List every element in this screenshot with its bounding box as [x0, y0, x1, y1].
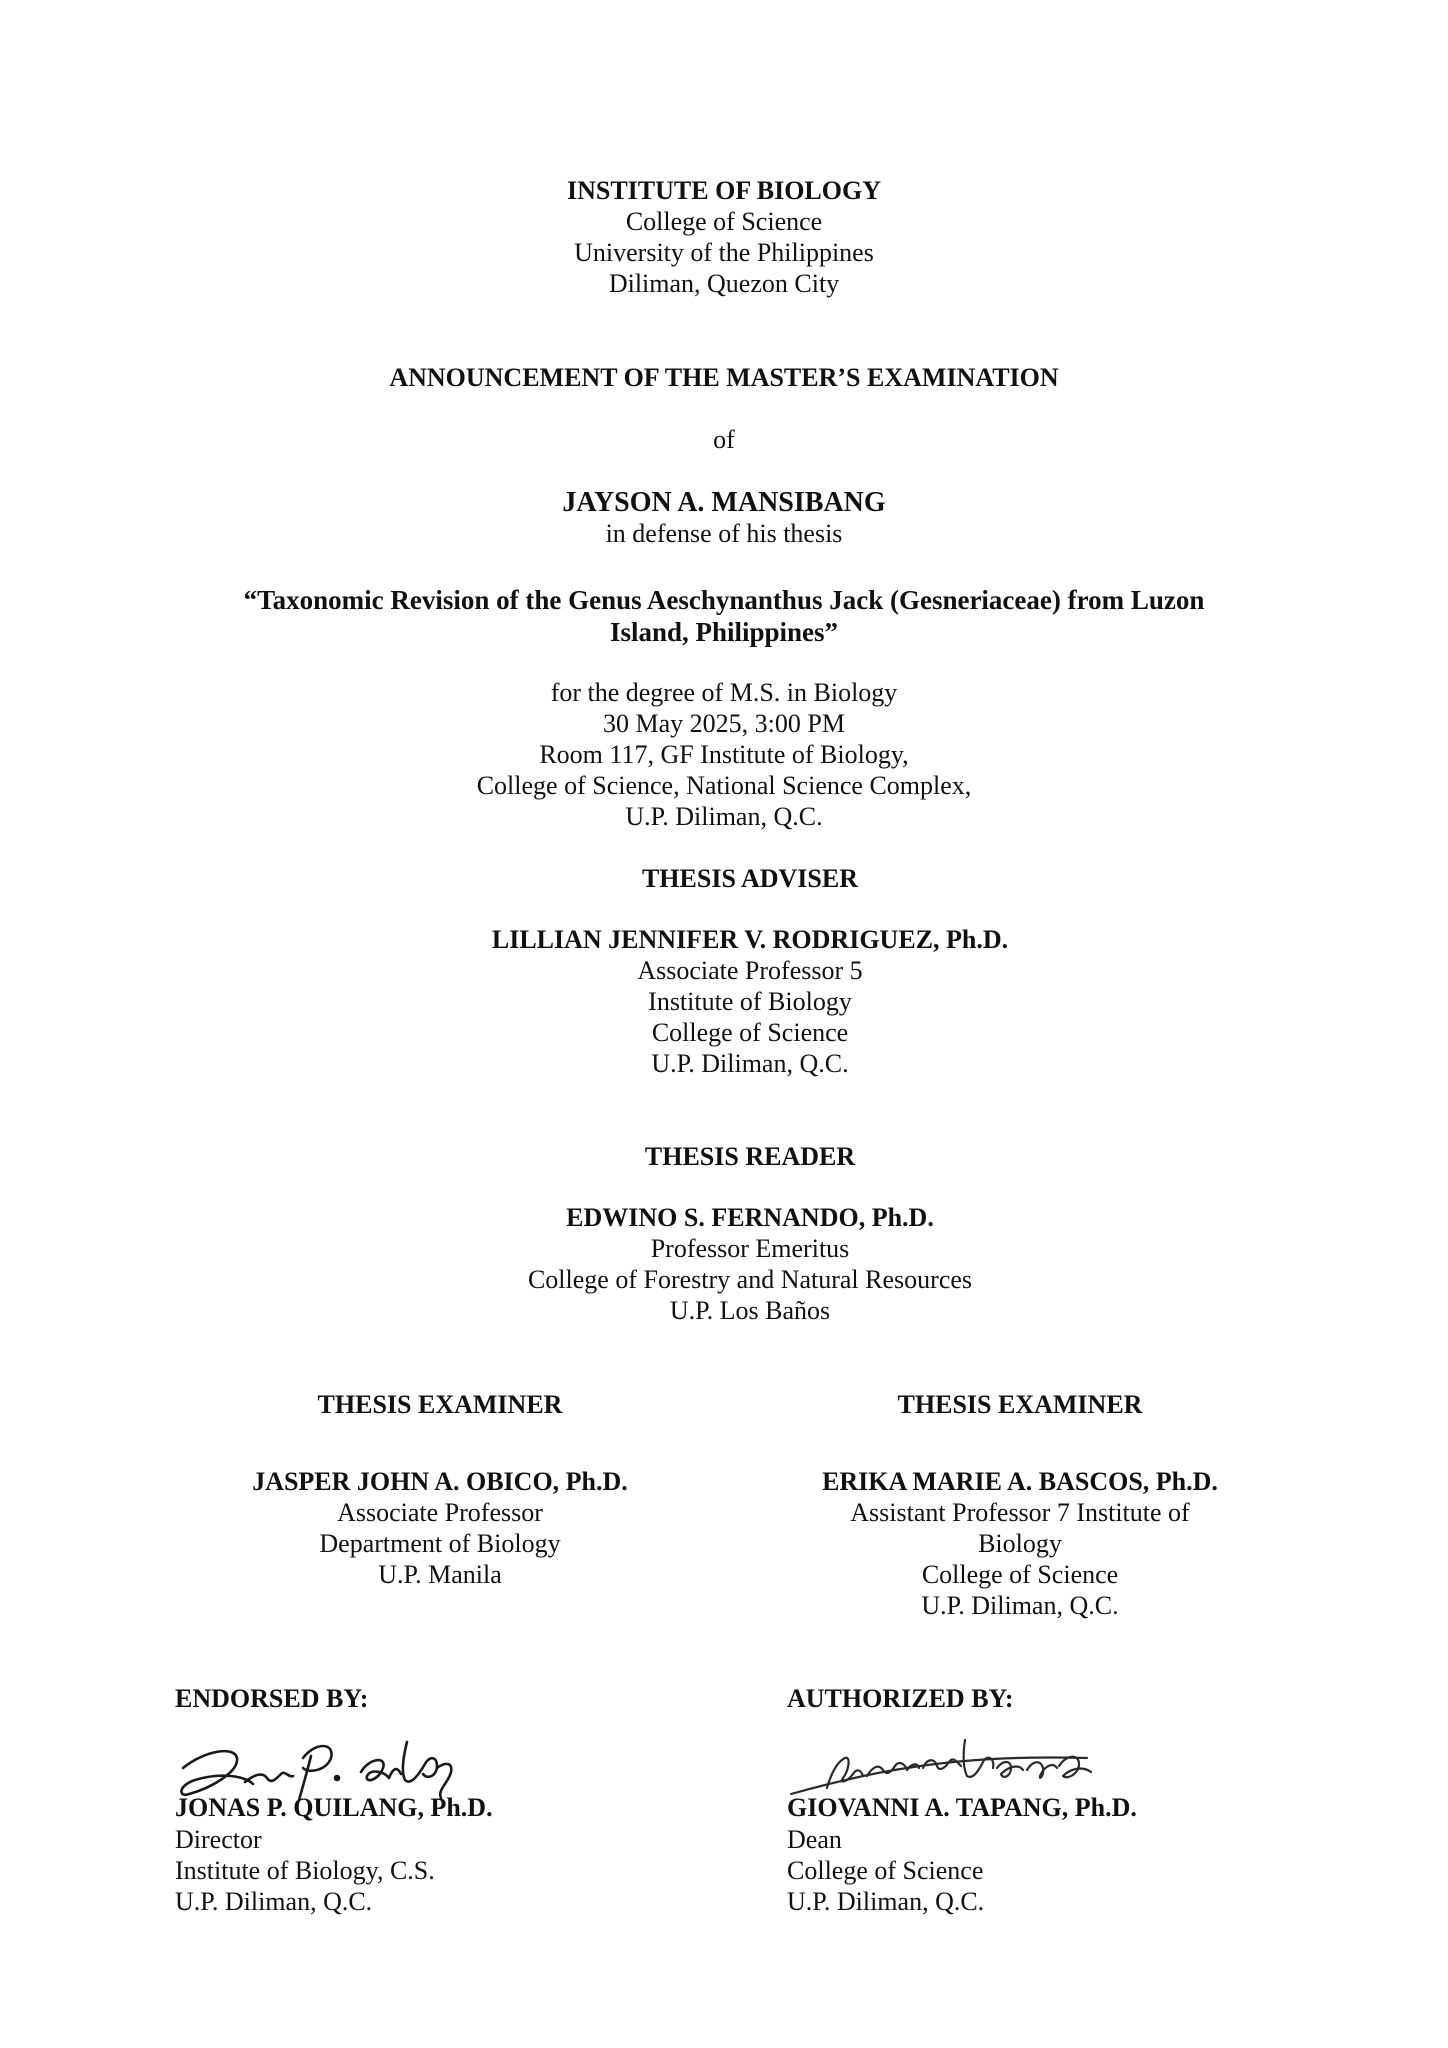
examiner-unit: Department of Biology [319, 1529, 561, 1558]
reader-name: EDWINO S. FERNANDO, Ph.D. [566, 1203, 934, 1232]
adviser-college: College of Science [651, 1018, 849, 1047]
authorizer-campus: U.P. Diliman, Q.C. [787, 1887, 985, 1916]
announcement-title-block [0, 362, 1448, 393]
authorizer-title: Dean [787, 1825, 842, 1854]
university-name: University of the Philippines [574, 238, 874, 267]
reader-campus: U.P. Los Baños [669, 1296, 831, 1325]
authorizer-signature-area [787, 1714, 1347, 1824]
thesis-reader-block [300, 1141, 1200, 1326]
candidate-name: JAYSON A. MANSIBANG [562, 487, 886, 518]
thesis-examiner-block-1 [200, 1389, 680, 1590]
thesis-title-block [150, 584, 1298, 648]
authorizer-name: GIOVANNI A. TAPANG, Ph.D. [787, 1793, 1137, 1822]
endorser-campus: U.P. Diliman, Q.C. [175, 1887, 373, 1916]
candidate-subtitle: in defense of his thesis [605, 519, 843, 548]
campus: U.P. Diliman, Q.C. [625, 802, 823, 831]
college-name: College of Science [625, 207, 823, 236]
announcement-title: ANNOUNCEMENT OF THE MASTER’S EXAMINATION [389, 363, 1059, 392]
reader-college: College of Forestry and Natural Resources [527, 1265, 973, 1294]
examiner-position: Associate Professor [337, 1498, 543, 1527]
endorser-title: Director [175, 1825, 262, 1854]
adviser-heading: THESIS ADVISER [641, 864, 859, 893]
adviser-name: LILLIAN JENNIFER V. RODRIGUEZ, Ph.D. [491, 925, 1009, 954]
reader-position: Professor Emeritus [650, 1234, 850, 1263]
location: Diliman, Quezon City [608, 269, 840, 298]
examiner-college: College of Science [921, 1560, 1119, 1589]
room: Room 117, GF Institute of Biology, [539, 740, 909, 769]
endorser-signature-area [175, 1714, 695, 1824]
endorser-name: JONAS P. QUILANG, Ph.D. [175, 1793, 493, 1822]
of-text: of [713, 425, 735, 454]
endorsed-by-block [175, 1683, 695, 1917]
examiner-heading: THESIS EXAMINER [317, 1390, 563, 1419]
examiner-heading: THESIS EXAMINER [897, 1390, 1143, 1419]
adviser-position: Associate Professor 5 [637, 956, 863, 985]
examiner-campus: U.P. Manila [378, 1560, 502, 1589]
reader-heading: THESIS READER [644, 1142, 856, 1171]
endorser-unit: Institute of Biology, C.S. [175, 1856, 435, 1885]
authorized-by-block [787, 1683, 1347, 1917]
adviser-campus: U.P. Diliman, Q.C. [651, 1049, 849, 1078]
of-block [0, 424, 1448, 455]
thesis-examiner-block-2 [770, 1389, 1270, 1621]
date-time: 30 May 2025, 3:00 PM [603, 709, 845, 738]
thesis-title-line-1: “Taxonomic Revision of the Genus Aeschynanthus Jack (Gesneriaceae) from Luzon [243, 585, 1205, 615]
endorsed-heading: ENDORSED BY: [175, 1684, 369, 1713]
examiner-name: JASPER JOHN A. OBICO, Ph.D. [252, 1467, 628, 1496]
thesis-title-line-2: Island, Philippines” [609, 617, 839, 647]
examiner-campus: U.P. Diliman, Q.C. [921, 1591, 1119, 1620]
examiner-name: ERIKA MARIE A. BASCOS, Ph.D. [822, 1467, 1218, 1496]
degree: for the degree of M.S. in Biology [550, 678, 898, 707]
adviser-unit: Institute of Biology [648, 987, 852, 1016]
authorized-heading: AUTHORIZED BY: [787, 1684, 1014, 1713]
complex: College of Science, National Science Complex, [476, 771, 972, 800]
defense-details [0, 677, 1448, 832]
candidate-block [0, 487, 1448, 549]
examiner-position: Assistant Professor 7 Institute of Biology [850, 1498, 1190, 1558]
institution-header [0, 175, 1448, 299]
thesis-adviser-block [300, 863, 1200, 1079]
institute-name: INSTITUTE OF BIOLOGY [566, 176, 881, 205]
authorizer-unit: College of Science [787, 1856, 984, 1885]
